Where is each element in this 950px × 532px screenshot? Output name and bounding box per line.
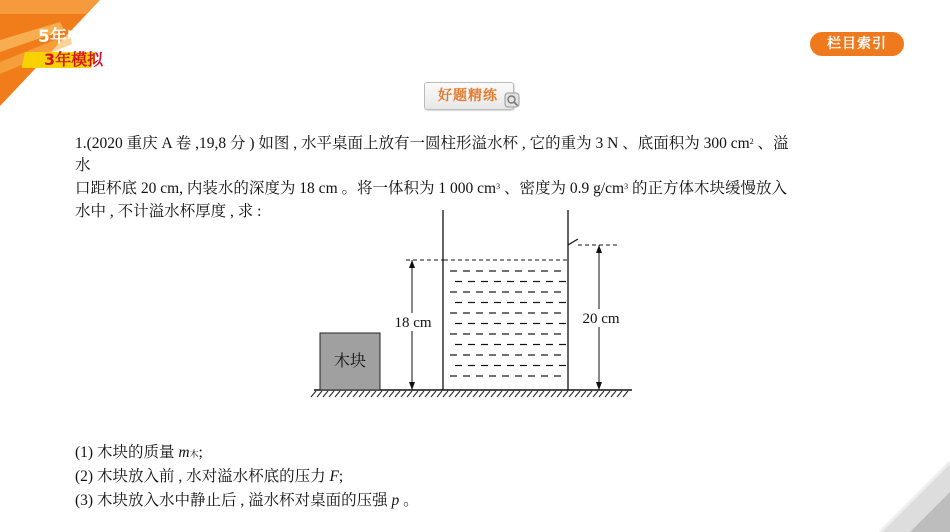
question-text: 口距杯底 20 cm, 内装水的深度为 18 cm 。将一体积为 1 000 cm [75,180,497,197]
depth-label: 18 cm [394,315,432,331]
sub-question-text: (2) 木块放入前 , 水对溢水杯底的压力 [75,468,330,485]
question-text: 1.(2020 重庆 A 卷 ,19,8 分 ) 如图 , 水平桌面上放有一圆柱形溢水杯 , 它的重为 3 N 、底面积为 300 cm [75,135,750,152]
height-label: 20 cm [582,311,620,327]
sub-question-text: (3) 木块放入水中静止后 , 溢水杯对桌面的压强 [75,492,392,509]
question-line-1 [75,134,789,154]
sub-question-3 [75,491,419,511]
sub-question-text: (1) 木块的质量 [75,444,179,461]
sub-question-text: ; [338,468,344,485]
superscript: 3 [496,182,501,191]
water [450,271,566,376]
sub-question-1 [75,443,203,464]
question-line-2 [75,156,91,176]
brand-logo [0,0,130,110]
logo-line2: 3年模拟 [44,50,104,69]
cup-spout [568,239,578,245]
superscript: 3 [624,182,629,191]
section-index-button[interactable]: 栏目索引 [810,32,904,56]
variable-m: m [178,444,190,461]
sub-question-2 [75,467,343,487]
question-text: 、密度为 0.9 g/cm [500,180,625,197]
search-icon [504,92,522,110]
wood-block-label: 木块 [333,353,367,370]
badge-label: 好题精练 [438,88,498,104]
overflow-cup-diagram [310,205,640,400]
section-badge [424,80,520,114]
table-hatching [311,391,628,397]
sub-question-text: 。 [399,492,419,509]
question-text: 、溢 [753,135,789,152]
variable-p: p [391,492,400,509]
question-line-4 [75,202,261,222]
question-text: 水中 , 不计溢水杯厚度 , 求 : [75,203,262,220]
page-curl-corner [860,442,950,532]
question-line-3 [75,179,787,199]
superscript: 2 [749,137,754,146]
sub-question-text: ; [198,444,203,461]
question-text: 水 [75,157,91,174]
subscript: 木 [189,449,199,459]
logo-line1: 5年中考 [38,27,101,47]
question-text: 的正方体木块缓慢放入 [628,180,787,197]
variable-F: F [329,468,339,485]
